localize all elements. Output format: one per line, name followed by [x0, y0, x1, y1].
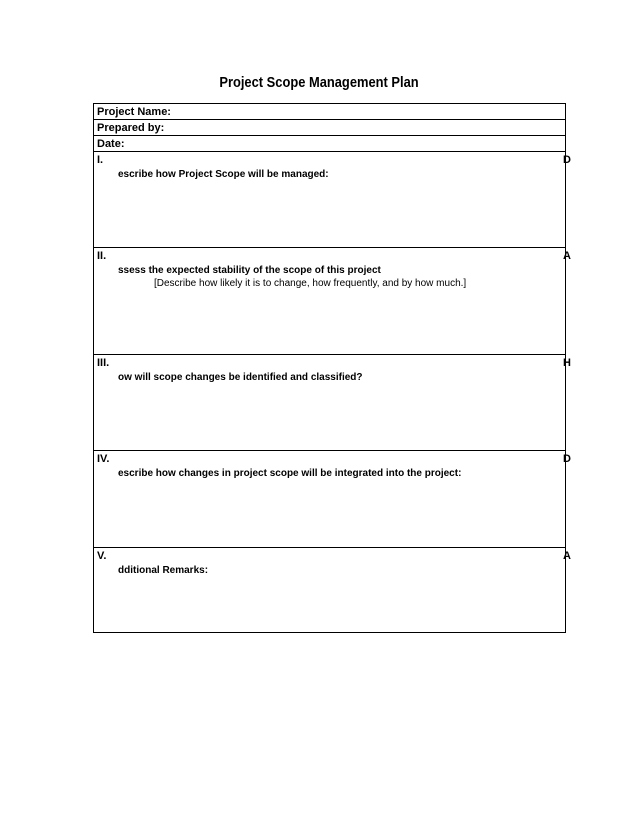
date-label: Date:: [97, 138, 125, 150]
section-number: III.: [97, 357, 110, 369]
prepared-by-row[interactable]: [94, 120, 565, 136]
section-4[interactable]: [94, 451, 571, 548]
section-dropcap: A: [563, 550, 571, 562]
section-3[interactable]: [94, 355, 571, 451]
section-5[interactable]: [94, 548, 571, 632]
section-hint: [Describe how likely it is to change, how frequently, and by how much.]: [154, 278, 467, 289]
section-1[interactable]: [94, 152, 571, 248]
project-name-row[interactable]: [94, 104, 565, 120]
section-dropcap: A: [563, 250, 571, 262]
scope-plan-form: [93, 103, 571, 633]
section-number: II.: [97, 250, 107, 262]
section-question: ssess the expected stability of the scope of this project: [118, 265, 381, 276]
section-number: V.: [97, 550, 107, 562]
project-name-label: Project Name:: [97, 106, 171, 118]
section-number: I.: [97, 154, 104, 166]
section-dropcap: D: [563, 453, 571, 465]
prepared-by-label: Prepared by:: [97, 122, 165, 134]
date-row[interactable]: [94, 136, 565, 152]
section-question: ow will scope changes be identified and classified?: [118, 372, 363, 383]
page-title: Project Scope Management Plan: [219, 74, 419, 91]
section-2[interactable]: [94, 248, 571, 355]
section-dropcap: H: [563, 357, 571, 369]
section-question: escribe how Project Scope will be managed:: [118, 169, 329, 180]
section-question: escribe how changes in project scope will be integrated into the project:: [118, 468, 462, 479]
section-number: IV.: [97, 453, 110, 465]
section-question: dditional Remarks:: [118, 565, 209, 576]
section-dropcap: D: [563, 154, 571, 166]
